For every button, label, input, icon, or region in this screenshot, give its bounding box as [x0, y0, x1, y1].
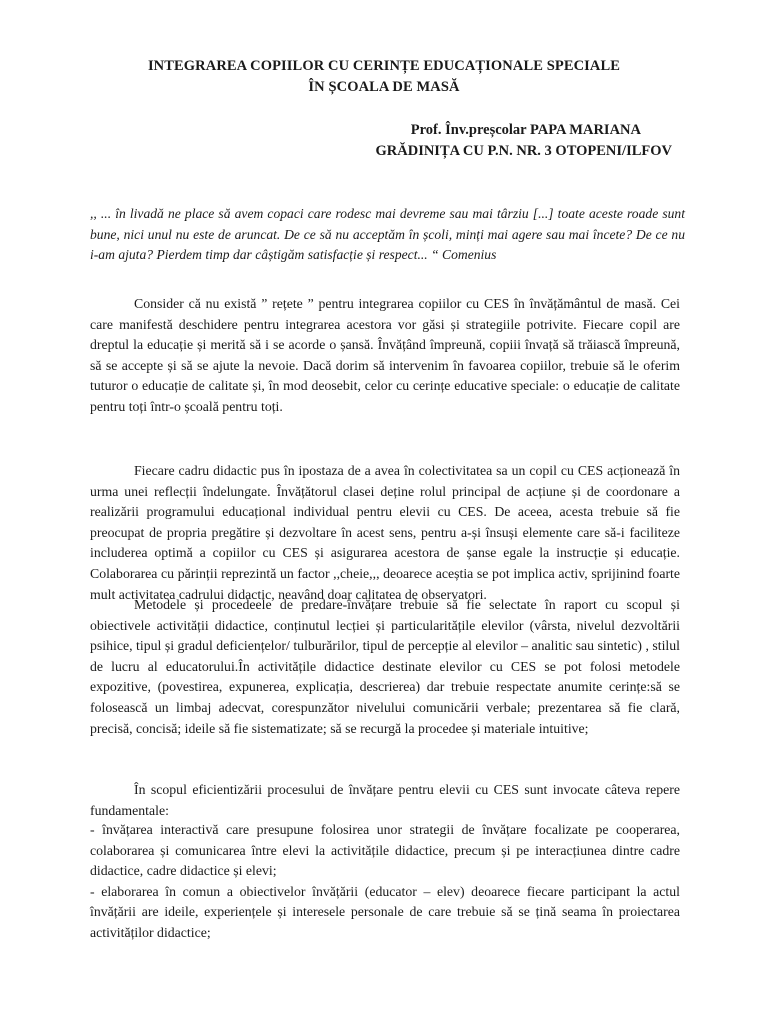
- paragraph-3: [90, 595, 680, 739]
- paragraph-3-text: Metodele și procedeele de predare-învățare trebuie să fie selectate în raport cu scopul și obiectivele activității didactice, conținutul lecției și particularitățile elevilor (vârsta, nivelul dezvoltării psihice, tipul și gradul deficiențelor/ tulburărilor, tipul de percepție al elevilor – analitic sau sintetic) , stilul de lucru al educatorului.În activitățile didactice destinate elevilor cu CES se pot folosi metodele expozitive, (povestirea, expunerea, explicația, descrierea) dar trebuie respectate anumite cerințe:să se folosească un limbaj adecvat, corespunzător nivelului comunicării verbale; prezentarea să fie clară, precisă, concisă; ideile să fie sistematizate; să se recurgă la procedee și materiale intuitive;: [90, 597, 680, 736]
- fundamentals-list: [90, 820, 680, 944]
- author-institution: GRĂDINIȚA CU P.N. NR. 3 OTOPENI/ILFOV: [375, 143, 672, 159]
- document-title-line1: INTEGRAREA COPIILOR CU CERINȚE EDUCAȚIONALE SPECIALE: [147, 58, 621, 74]
- paragraph-2: [90, 461, 680, 605]
- paragraph-1-text: Consider că nu există ” rețete ” pentru integrarea copiilor cu CES în învățământul de masă. Cei care manifestă deschidere pentru integrarea acestora vor găsi și strategiile potrivite. Fiecare copil are dreptul la educație și merită să i se acorde o șansă. Învățând împreună, copiii învață să trăiască împreună, să se accepte și să se ajute la nevoie. Dacă dorim să intervenim în favoarea copiilor, trebuie să le oferim tuturor o educație de calitate și, în mod deosebit, celor cu cerințe educative speciale: o educație de calitate pentru toți într-o școală pentru toți.: [90, 296, 680, 414]
- epigraph-quote: ,, ... în livadă ne place să avem copaci care rodesc mai devreme sau mai târziu [...] toate aceste roade sunt bune, nici unul nu este de aruncat. De ce să nu acceptăm în școli, minți mai agere sau mai încete? De ce nu i-am ajuta? Pierdem timp dar câștigăm satisfacție și respect... “ Comenius: [90, 206, 685, 262]
- list-item: - învățarea interactivă care presupune folosirea unor strategii de învățare focalizate pe cooperarea, colaborarea și comunicarea între elevi la activitățile didactice, precum și pe interacțiunea dintre cadre didactice, cadre didactice și elevi;: [90, 822, 680, 879]
- document-title-line2: ÎN ȘCOALA DE MASĂ: [308, 79, 460, 95]
- paragraph-2-text: Fiecare cadru didactic pus în ipostaza de a avea în colectivitatea sa un copil cu CES acționează în urma unei reflecții îndelungate. Învățătorul clasei deține rolul principal de acțiune și de coordonare a realizării programului educațional individual pentru elevii cu CES. De aceea, acesta trebuie să fie preocupat de propria pregătire și dezvoltare în acest sens, pentru a-și însuși elemente care să-i faciliteze includerea optimă a copiilor cu CES și asigurarea acestora de șanse egale la instrucție și educație. Colaborarea cu părinții reprezintă un factor ,,cheie,,, deoarece aceștia se pot implica activ, sprijinind foarte mult activitatea cadrului didactic, neavând doar calitatea de observatori.: [90, 463, 680, 602]
- paragraph-4-text: În scopul eficientizării procesului de învățare pentru elevii cu CES sunt invocate câteva repere fundamentale:: [90, 782, 680, 818]
- author-name: Prof. Înv.preșcolar PAPA MARIANA: [410, 122, 641, 138]
- paragraph-1: [90, 294, 680, 418]
- list-item: - elaborarea în comun a obiectivelor învățării (educator – elev) deoarece fiecare participant la actul învățării are ideile, experiențele și interesele personale de care trebuie să se țină seama în proiectarea activităților didactice;: [90, 883, 680, 940]
- paragraph-4: [90, 780, 680, 821]
